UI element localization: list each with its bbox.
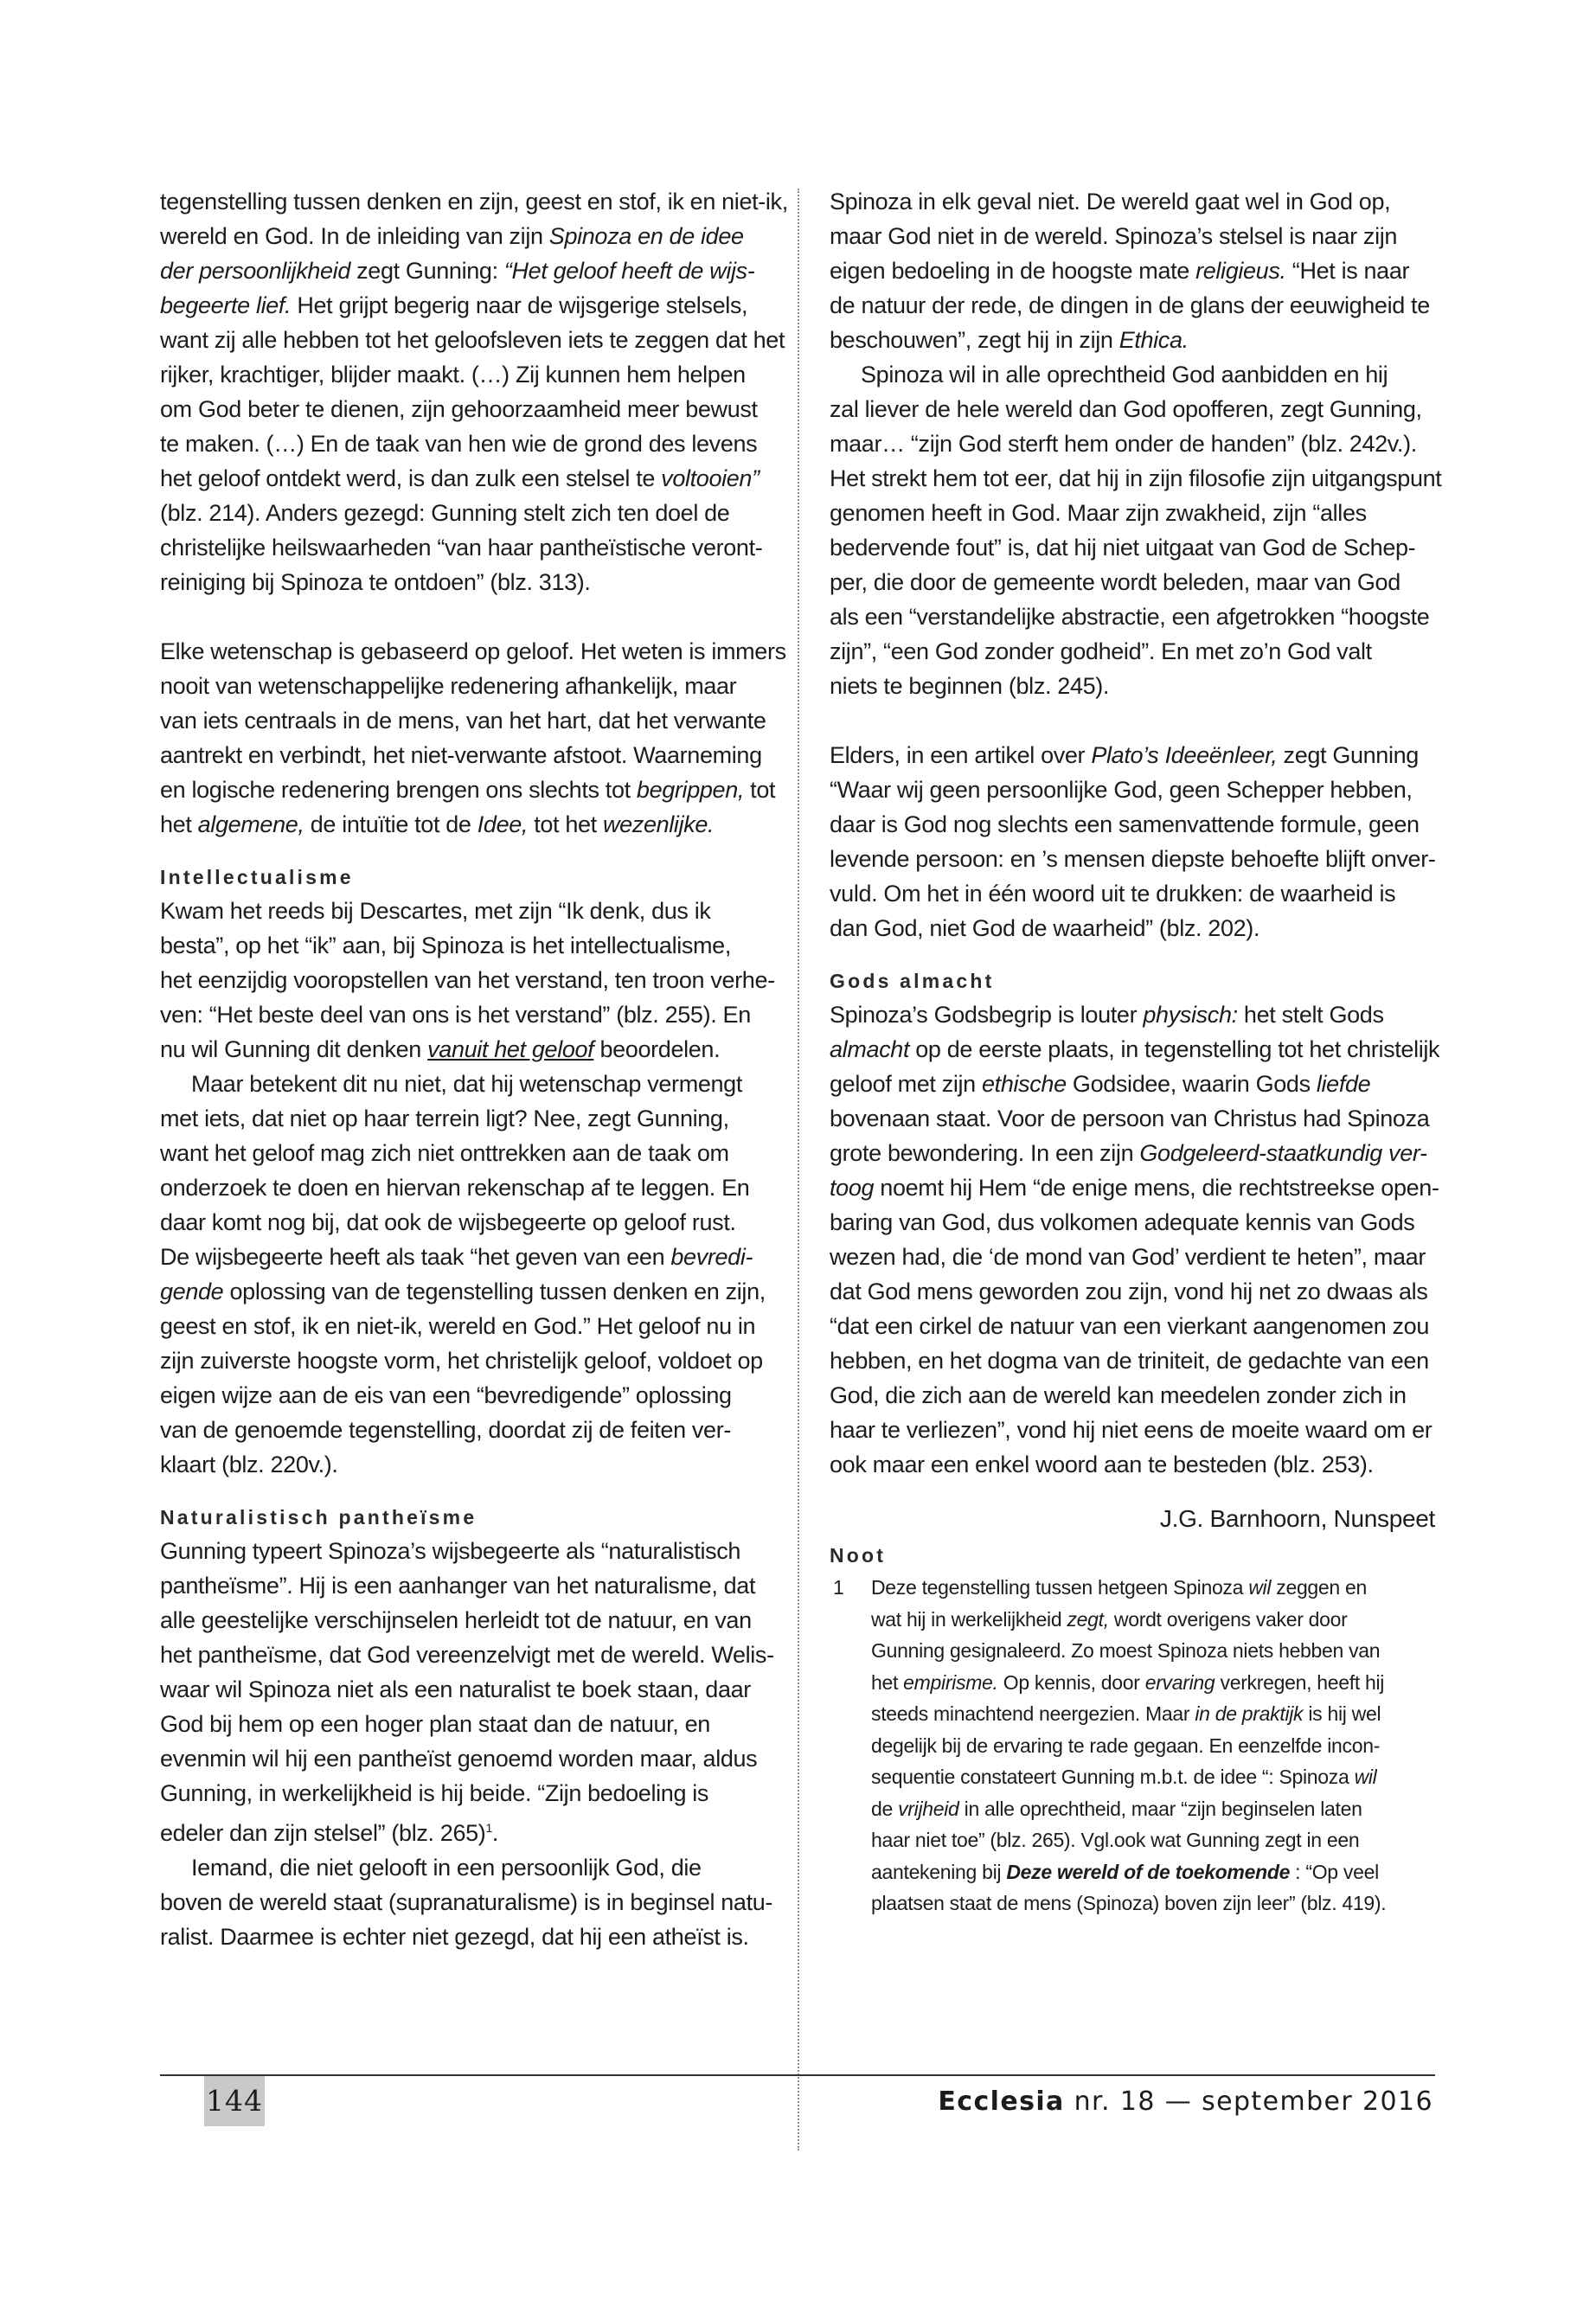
footnote-line: de vrijheid in alle oprechtheid, maar “zijn beginselen laten: [871, 1797, 1362, 1820]
text-line: zijn”, “een God zonder godheid”. En met zo’n God valt: [830, 638, 1372, 664]
footnote-line: Deze tegenstelling tussen hetgeen Spinoza wil zeggen en: [871, 1576, 1367, 1599]
text-line: Iemand, die niet gelooft in een persoonlijk God, die: [191, 1855, 702, 1881]
paragraph: [830, 738, 1435, 945]
paragraph: [160, 1067, 798, 1482]
paragraph-gap: [160, 1482, 798, 1501]
text-line: Spinoza in elk geval niet. De wereld gaat wel in God op,: [830, 189, 1391, 215]
text-line: Elke wetenschap is gebaseerd op geloof. Het weten is immers: [160, 638, 786, 664]
text-line: grote bewondering. In een zijn Godgeleerd-staatkundig ver-: [830, 1140, 1427, 1166]
text-line: daar komt nog bij, dat ook de wijsbegeerte op geloof rust.: [160, 1209, 736, 1235]
text-line: vuld. Om het in één woord uit te drukken: de waarheid is: [830, 881, 1396, 907]
text-line: ralist. Daarmee is echter niet gezegd, dat hij een atheïst is.: [160, 1924, 749, 1950]
journal-name: Ecclesia: [938, 2086, 1065, 2117]
text-line: reiniging bij Spinoza te ontdoen” (blz. 313).: [160, 569, 591, 595]
text-line: Spinoza’s Godsbegrip is louter physisch: het stelt Gods: [830, 1002, 1384, 1028]
footnote-line: steeds minachtend neergezien. Maar in de praktijk is hij wel: [871, 1702, 1381, 1725]
text-line: God, die zich aan de wereld kan meedelen zonder zich in: [830, 1382, 1407, 1408]
section-heading: Gods almacht: [830, 970, 995, 992]
paragraph: [830, 997, 1440, 1482]
paragraph: [160, 894, 798, 1067]
text-line: maar God niet in de wereld. Spinoza’s stelsel is naar zijn: [830, 223, 1398, 249]
text-line: edeler dan zijn stelsel” (blz. 265)$^1$.: [160, 1820, 499, 1846]
text-line: zijn zuiverste hoogste vorm, het christelijk geloof, voldoet op: [160, 1348, 763, 1374]
text-line: eigen bedoeling in de hoogste mate religieus. “Het is naar: [830, 258, 1410, 284]
text-line: hebben, en het dogma van de triniteit, de gedachte van een: [830, 1348, 1429, 1374]
text-line: niets te beginnen (blz. 245).: [830, 673, 1110, 699]
footnote-line: haar niet toe” (blz. 265). Vgl.ook wat Gunning zegt in een: [871, 1829, 1360, 1851]
text-line: tegenstelling tussen denken en zijn, geest en stof, ik en niet-ik,: [160, 189, 788, 215]
text-line: God bij hem op een hoger plan staat dan de natuur, en: [160, 1711, 710, 1737]
paragraph-gap: [160, 842, 798, 861]
text-line: onderzoek te doen en hiervan rekenschap af te leggen. En: [160, 1175, 750, 1201]
paragraph-gap: [830, 703, 1435, 738]
section-heading: Naturalistisch pantheïsme: [160, 1506, 478, 1529]
text-line: het eenzijdig vooropstellen van het verstand, ten troon verhe-: [160, 967, 775, 993]
text-line: het pantheïsme, dat God vereenzelvigt met de wereld. Welis-: [160, 1642, 774, 1668]
text-line: boven de wereld staat (supranaturalisme) is in beginsel natu-: [160, 1889, 773, 1915]
text-line: klaart (blz. 220v.).: [160, 1452, 338, 1477]
text-line: almacht op de eerste plaats, in tegenstelling tot het christelijk: [830, 1036, 1440, 1062]
footnote-line: wat hij in werkelijkheid zegt, wordt overigens vaker door: [871, 1607, 1348, 1631]
text-line: alle geestelijke verschijnselen herleidt tot de natuur, en van: [160, 1607, 752, 1633]
text-line: (blz. 214). Anders gezegd: Gunning stelt zich ten doel de: [160, 500, 730, 526]
text-line: genomen heeft in God. Maar zijn zwakheid, zijn “alles: [830, 500, 1367, 526]
text-line: om God beter te dienen, zijn gehoorzaamheid meer bewust: [160, 396, 758, 422]
footnote-line: plaatsen staat de mens (Spinoza) boven zijn leer” (blz. 419).: [871, 1892, 1387, 1914]
text-line: beschouwen”, zegt hij in zijn Ethica.: [830, 327, 1189, 353]
text-line: Kwam het reeds bij Descartes, met zijn “Ik denk, dus ik: [160, 898, 711, 924]
text-line: christelijke heilswaarheden “van haar pantheïstische veront-: [160, 535, 763, 561]
text-line: dat God mens geworden zou zijn, vond hij net zo dwaas als: [830, 1279, 1428, 1304]
text-line: aantrekt en verbindt, het niet-verwante afstoot. Waarneming: [160, 742, 762, 768]
text-line: het algemene, de intuïtie tot de Idee, tot het wezenlijke.: [160, 811, 715, 837]
text-line: de natuur der rede, de dingen in de glans der eeuwigheid te: [830, 292, 1430, 318]
text-line: baring van God, dus volkomen adequate kennis van Gods: [830, 1209, 1415, 1235]
paragraph: [830, 184, 1435, 357]
journal-issue: [938, 2083, 1433, 2121]
text-line: want het geloof mag zich niet onttrekken aan de taak om: [160, 1140, 729, 1166]
text-line: gende oplossing van de tegenstelling tussen denken en zijn,: [160, 1279, 766, 1304]
text-line: “Waar wij geen persoonlijke God, geen Schepper hebben,: [830, 777, 1413, 803]
text-line: geest en stof, ik en niet-ik, wereld en God.” Het geloof nu in: [160, 1313, 756, 1339]
text-line: evenmin wil hij een pantheïst genoemd worden maar, aldus: [160, 1746, 758, 1772]
text-line: maar… “zijn God sterft hem onder de handen” (blz. 242v.).: [830, 431, 1417, 457]
text-line: te maken. (…) En de taak van hen wie de grond des levens: [160, 431, 758, 457]
text-line: van iets centraals in de mens, van het hart, dat het verwante: [160, 708, 766, 734]
text-line: De wijsbegeerte heeft als taak “het geven van een bevredi-: [160, 1244, 753, 1270]
text-line: met iets, dat niet op haar terrein ligt? Nee, zegt Gunning,: [160, 1106, 729, 1131]
text-line: “dat een cirkel de natuur van een vierkant aangenomen zou: [830, 1313, 1430, 1339]
right-column-body: [830, 184, 1442, 1482]
text-line: zal liever de hele wereld dan God opofferen, zegt Gunning,: [830, 396, 1422, 422]
text-line: waar wil Spinoza niet als een naturalist te boek staan, daar: [160, 1676, 751, 1702]
text-line: dan God, niet God de waarheid” (blz. 202).: [830, 915, 1260, 941]
text-line: pantheïsme”. Hij is een aanhanger van het naturalisme, dat: [160, 1573, 756, 1599]
text-line: ven: “Het beste deel van ons is het verstand” (blz. 255). En: [160, 1002, 751, 1028]
text-line: wereld en God. In de inleiding van zijn Spinoza en de idee: [160, 223, 744, 249]
text-line: want zij alle hebben tot het geloofsleven iets te zeggen dat het: [160, 327, 785, 353]
issue-label: nr. 18 — september 2016: [1074, 2086, 1433, 2117]
footnote: [830, 1572, 1435, 1920]
text-line: van de genoemde tegenstelling, doordat zij de feiten ver-: [160, 1417, 731, 1443]
paragraph: [830, 357, 1442, 703]
text-line: per, die door de gemeente wordt beleden, maar van God: [830, 569, 1401, 595]
article-author: J.G. Barnhoorn, Nunspeet: [1159, 1505, 1435, 1532]
paragraph-gap: [830, 945, 1435, 965]
paragraph: [160, 634, 798, 842]
footer-rule: [160, 2074, 1435, 2076]
text-line: besta”, op het “ik” aan, bij Spinoza is het intellectualisme,: [160, 933, 732, 958]
text-line: levende persoon: en ’s mensen diepste behoefte blijft onver-: [830, 846, 1436, 872]
text-line: ook maar een enkel woord aan te besteden (blz. 253).: [830, 1452, 1374, 1477]
footnote-line: aantekening bij Deze wereld of de toekomende : “Op veel: [871, 1860, 1379, 1883]
text-line: Spinoza wil in alle oprechtheid God aanbidden en hij: [861, 362, 1388, 388]
footnote-number: 1: [833, 1576, 844, 1599]
text-line: het geloof ontdekt werd, is dan zulk een stelsel te voltooien”: [160, 465, 760, 491]
text-line: nooit van wetenschappelijke redenering afhankelijk, maar: [160, 673, 737, 699]
text-line: bedervende fout” is, dat hij niet uitgaat van God de Schep-: [830, 535, 1416, 561]
text-line: als een “verstandelijke abstractie, een afgetrokken “hoogste: [830, 604, 1430, 630]
section-heading: Intellectualisme: [160, 866, 354, 888]
text-line: begeerte lief. Het grijpt begerig naar de wijsgerige stelsels,: [160, 292, 748, 318]
paragraph-gap: [160, 599, 798, 634]
paragraph: [160, 1850, 798, 1954]
footnote-line: Gunning gesignaleerd. Zo moest Spinoza niets hebben van: [871, 1639, 1381, 1662]
right-column: [830, 184, 1442, 1920]
paragraph: [160, 1534, 798, 1850]
text-line: rijker, krachtiger, blijder maakt. (…) Zij kunnen hem helpen: [160, 362, 746, 388]
footnote-text: [830, 1572, 1435, 1920]
text-line: toog noemt hij Hem “de enige mens, die rechtstreekse open-: [830, 1175, 1439, 1201]
text-line: haar te verliezen”, vond hij niet eens de moeite waard om er: [830, 1417, 1433, 1443]
text-line: wezen had, die ‘de mond van God’ verdient te heten”, maar: [830, 1244, 1426, 1270]
left-column: [160, 184, 798, 1954]
footnote-line: het empirisme. Op kennis, door ervaring verkregen, heeft hij: [871, 1670, 1385, 1694]
page-number: 144: [204, 2076, 265, 2126]
text-line: bovenaan staat. Voor de persoon van Christus had Spinoza: [830, 1106, 1430, 1131]
paragraph: [160, 184, 798, 599]
text-line: Elders, in een artikel over Plato’s Ideeënleer, zegt Gunning: [830, 742, 1419, 768]
text-line: Gunning typeert Spinoza’s wijsbegeerte als “naturalistisch: [160, 1538, 741, 1564]
text-line: nu wil Gunning dit denken vanuit het geloof beoordelen.: [160, 1036, 721, 1062]
text-line: eigen wijze aan de eis van een “bevredigende” oplossing: [160, 1382, 732, 1408]
text-line: Maar betekent dit nu niet, dat hij wetenschap vermengt: [191, 1071, 742, 1097]
text-line: geloof met zijn ethische Godsidee, waarin Gods liefde: [830, 1071, 1371, 1097]
note-heading: Noot: [830, 1544, 887, 1567]
text-line: daar is God nog slechts een samenvattende formule, geen: [830, 811, 1420, 837]
text-line: en logische redenering brengen ons slechts tot begrippen, tot: [160, 777, 776, 803]
footnote-line: sequentie constateert Gunning m.b.t. de idee “: Spinoza wil: [871, 1766, 1377, 1788]
text-line: Gunning, in werkelijkheid is hij beide. “Zijn bedoeling is: [160, 1780, 709, 1806]
text-line: Het strekt hem tot eer, dat hij in zijn filosofie zijn uitgangspunt: [830, 465, 1442, 491]
text-line: der persoonlijkheid zegt Gunning: “Het geloof heeft de wijs-: [160, 258, 755, 284]
footnote-line: degelijk bij de ervaring te rade gegaan. En eenzelfde incon-: [871, 1734, 1381, 1757]
